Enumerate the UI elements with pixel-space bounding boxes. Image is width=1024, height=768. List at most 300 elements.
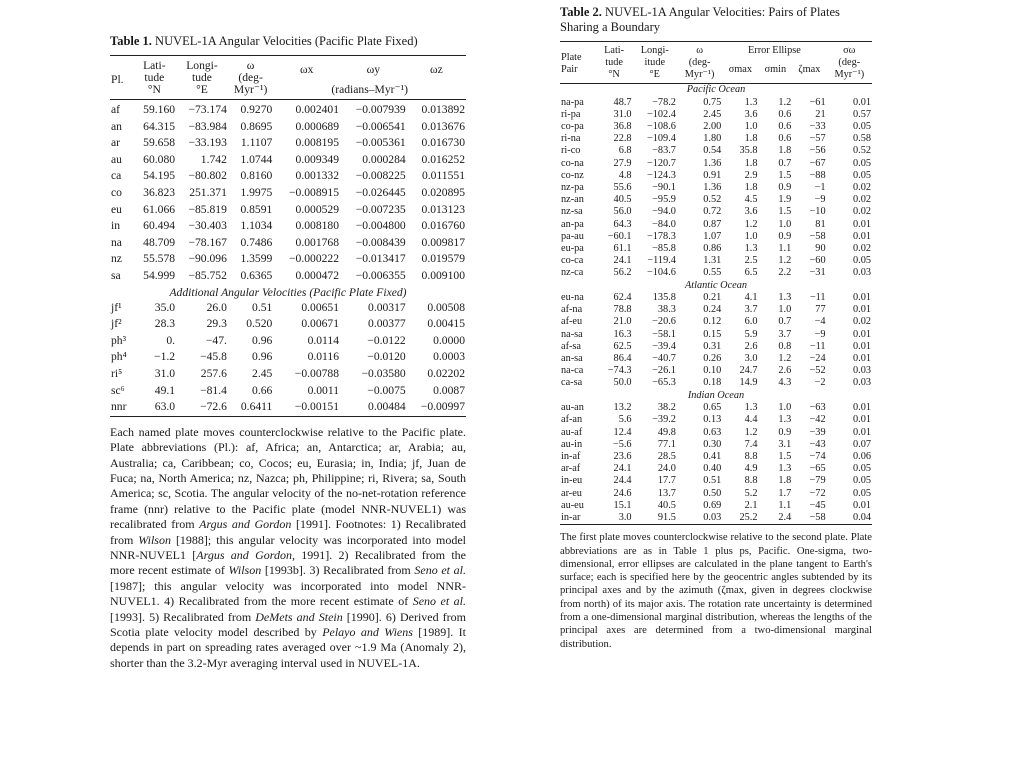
omega-cell: 1.1034: [240, 219, 273, 233]
table-row: [560, 206, 872, 218]
sigma-omega-cell: 0.02: [852, 194, 871, 206]
zeta-max-cell: −56: [809, 145, 826, 157]
table-1-label: Table 1.: [110, 34, 152, 48]
wy-cell: −0.0120: [367, 350, 406, 364]
zeta-max-cell: −9: [814, 328, 826, 340]
plate-pair-cell: af-na: [561, 304, 583, 316]
latitude-cell: 4.8: [618, 169, 632, 181]
col-header-longitude-1: Longi-: [640, 45, 669, 56]
omega-cell: 1.36: [703, 157, 722, 169]
table-row: [110, 399, 466, 416]
longitude-cell: 40.5: [657, 499, 676, 511]
table-2: [560, 41, 872, 525]
table-1-title: NUVEL-1A Angular Velocities (Pacific Plate Fixed): [155, 34, 418, 48]
table-row: [560, 243, 872, 255]
table-row: [560, 329, 872, 341]
sigma-max-cell: 8.8: [744, 450, 758, 462]
latitude-cell: 55.6: [613, 181, 632, 193]
omega-cell: 0.96: [252, 333, 273, 347]
omega-cell: 0.9270: [240, 103, 273, 116]
zeta-max-cell: −58: [809, 512, 826, 523]
table-2-body: [560, 84, 872, 525]
omega-cell: 0.52: [703, 194, 722, 206]
longitude-cell: −124.3: [646, 169, 676, 181]
col-header-omega-3: Myr⁻¹): [684, 69, 715, 80]
sigma-omega-cell: 0.01: [852, 353, 871, 365]
wx-cell: 0.00651: [301, 300, 340, 314]
sigma-max-cell: 1.3: [744, 402, 758, 414]
table-row: [110, 135, 466, 152]
omega-cell: 0.10: [703, 365, 722, 377]
omega-cell: 0.54: [703, 145, 722, 157]
col-header-longitude-1: Longi-: [186, 59, 218, 72]
table-row: [110, 185, 466, 202]
latitude-cell: 64.3: [613, 218, 632, 230]
omega-cell: 0.7486: [240, 235, 273, 249]
omega-cell: 0.8591: [240, 202, 273, 216]
plate-pair-cell: an-sa: [561, 353, 583, 365]
omega-cell: 1.1107: [240, 136, 273, 150]
sigma-max-cell: 1.8: [744, 157, 758, 169]
sigma-min-cell: 1.2: [778, 96, 792, 108]
omega-cell: 0.6411: [240, 400, 273, 414]
notes-citation: Seno et al.: [414, 563, 466, 578]
wy-cell: 0.00317: [368, 300, 406, 314]
sigma-min-cell: 1.0: [778, 304, 792, 316]
wz-cell: 0.009100: [421, 268, 465, 282]
zeta-max-cell: −79: [809, 475, 826, 487]
wx-cell: 0.00671: [301, 317, 340, 331]
zeta-max-cell: −4: [814, 316, 826, 328]
latitude-cell: 36.823: [143, 185, 176, 199]
latitude-cell: −5.6: [612, 438, 632, 450]
zeta-max-cell: −11: [809, 292, 826, 304]
sigma-omega-cell: 0.07: [852, 438, 871, 450]
latitude-cell: 3.0: [618, 512, 632, 523]
zeta-max-cell: −57: [809, 133, 826, 145]
table-row: [110, 300, 466, 317]
col-header-plate: Pl.: [111, 72, 124, 86]
plate-pair-cell: ri-na: [561, 133, 581, 145]
omega-cell: 0.31: [703, 340, 722, 352]
notes-citation: Wilson: [138, 532, 171, 547]
sigma-omega-cell: 0.01: [852, 230, 871, 242]
plate-pair-cell: pa-au: [561, 230, 584, 242]
latitude-cell: 24.4: [613, 475, 632, 487]
ocean-section-header: [560, 84, 872, 97]
plate-pair-cell: af-sa: [561, 340, 582, 352]
longitude-cell: 49.8: [657, 426, 676, 438]
latitude-cell: 78.8: [613, 304, 632, 316]
zeta-max-cell: 90: [815, 242, 826, 254]
notes-text: [1993]. 5) Recalibrated from: [110, 609, 256, 624]
sigma-min-cell: 1.0: [778, 218, 792, 230]
plate-cell: ri⁵: [111, 366, 123, 380]
table-row: [560, 488, 872, 500]
sigma-min-cell: 1.3: [778, 463, 792, 475]
wy-cell: −0.006541: [355, 119, 406, 133]
wy-cell: −0.008225: [355, 169, 406, 183]
wz-cell: 0.013123: [421, 202, 465, 216]
latitude-cell: 61.066: [143, 202, 176, 216]
col-header-omega-1: ω: [246, 59, 255, 72]
omega-cell: 0.12: [703, 316, 722, 328]
wy-cell: −0.0075: [367, 383, 406, 397]
sigma-max-cell: 5.9: [744, 328, 758, 340]
wz-cell: 0.0000: [433, 333, 465, 347]
omega-cell: 1.07: [703, 230, 722, 242]
zeta-max-cell: −1: [814, 181, 826, 193]
latitude-cell: 56.0: [613, 206, 632, 218]
table-row: [560, 500, 872, 512]
zeta-max-cell: −11: [809, 340, 826, 352]
wy-cell: −0.0122: [367, 333, 406, 347]
col-header-longitude-3: °E: [196, 83, 208, 96]
wy-cell: −0.004800: [355, 219, 406, 233]
latitude-cell: 62.5: [613, 340, 632, 352]
omega-cell: 1.36: [703, 181, 722, 193]
latitude-cell: 24.1: [613, 463, 632, 475]
table-row: [560, 231, 872, 243]
table-row: [560, 109, 872, 121]
table-row: [110, 119, 466, 136]
sigma-max-cell: 1.2: [744, 218, 758, 230]
sigma-min-cell: 0.9: [778, 181, 792, 193]
zeta-max-cell: −42: [809, 414, 826, 426]
longitude-cell: −72.6: [200, 400, 227, 414]
omega-cell: 1.80: [703, 133, 722, 145]
table-2-notes: The first plate moves counterclockwise relative to the second plate. Plate abbreviations are as in Table 1 plus ps, Pacific. One-sigma, two-dimensional, error ellipses are calculated in the plane tangent to Earth's surface; each is specified here by the geocentric angles subtended by its principal axes and by the azimuth (ζmax, given in degrees clockwise from north) of its major axis. The rotation rate uncertainty is determined from a one-dimensional marginal distribution, whereas the lengths of the principal axes are determined from a two-dimensional marginal distribution.: [560, 532, 872, 650]
plate-pair-cell: in-ar: [561, 512, 581, 523]
omega-cell: 1.0744: [240, 152, 273, 166]
sigma-max-cell: 3.0: [744, 353, 758, 365]
longitude-cell: −58.1: [652, 328, 676, 340]
longitude-cell: −85.819: [188, 202, 227, 216]
longitude-cell: −178.3: [646, 230, 676, 242]
latitude-cell: 24.1: [613, 255, 632, 267]
wx-cell: 0.000529: [295, 202, 340, 216]
omega-cell: 0.21: [703, 292, 722, 304]
table-row: [110, 383, 466, 400]
sigma-max-cell: 1.8: [744, 133, 758, 145]
latitude-cell: 31.0: [613, 108, 632, 120]
wz-cell: 0.020895: [421, 185, 465, 199]
plate-cell: ca: [111, 169, 122, 183]
latitude-cell: 49.1: [154, 383, 176, 397]
longitude-cell: −80.802: [188, 169, 227, 183]
wy-cell: −0.026445: [355, 185, 406, 199]
section-title: Atlantic Ocean: [684, 279, 748, 291]
wy-cell: 0.000284: [362, 152, 406, 166]
zeta-max-cell: −45: [809, 499, 826, 511]
table-row: [560, 377, 872, 389]
col-header-longitude-2: itude: [644, 57, 666, 68]
plate-pair-cell: eu-na: [561, 292, 584, 304]
sigma-omega-cell: 0.05: [852, 157, 871, 169]
omega-cell: 0.63: [703, 426, 722, 438]
plate-cell: nnr: [111, 400, 127, 414]
notes-citation: Pelayo and Wiens: [322, 624, 413, 639]
sigma-max-cell: 2.6: [744, 340, 758, 352]
omega-cell: 1.31: [703, 255, 722, 267]
sigma-min-cell: 1.8: [778, 145, 792, 157]
col-header-zeta-max: ζmax: [798, 64, 821, 75]
longitude-cell: −85.752: [188, 268, 227, 282]
sigma-omega-cell: 0.03: [852, 365, 871, 377]
sigma-min-cell: 4.3: [778, 377, 792, 389]
sigma-min-cell: 0.9: [778, 426, 792, 438]
omega-cell: 0.30: [703, 438, 722, 450]
sigma-omega-cell: 0.01: [852, 328, 871, 340]
plate-cell: an: [111, 119, 122, 133]
wz-cell: 0.013676: [421, 119, 465, 133]
sigma-min-cell: 1.8: [778, 475, 792, 487]
table-1-body: [110, 100, 466, 417]
sigma-max-cell: 1.2: [744, 426, 758, 438]
longitude-cell: −94.0: [652, 206, 676, 218]
sigma-omega-cell: 0.58: [852, 133, 871, 145]
sigma-omega-cell: 0.05: [852, 255, 871, 267]
plate-pair-cell: nz-sa: [561, 206, 583, 218]
table-row: [560, 292, 872, 304]
latitude-cell: 60.080: [143, 152, 176, 166]
col-header-latitude-2: tude: [144, 71, 165, 84]
latitude-cell: −74.3: [607, 365, 632, 377]
latitude-cell: 50.0: [613, 377, 632, 389]
wz-cell: 0.019579: [421, 252, 465, 266]
notes-text: [1989]. It depends in part on spreading rates averaged over ~1.9 Ma (Anomaly 2), shorter than the 3.2-Myr averaging interval used in NUVEL-1A.: [110, 624, 466, 670]
zeta-max-cell: −52: [809, 365, 826, 377]
wy-cell: −0.006355: [355, 268, 406, 282]
sigma-max-cell: 2.1: [744, 499, 758, 511]
col-header-plate-pair-1: Plate: [561, 52, 582, 63]
sigma-omega-cell: 0.52: [852, 145, 871, 157]
wy-cell: −0.008439: [355, 235, 406, 249]
plate-cell: na: [111, 235, 122, 249]
plate-cell: ph⁴: [111, 350, 127, 364]
sigma-omega-cell: 0.03: [852, 267, 871, 279]
table-row: [560, 267, 872, 279]
col-header-units: (radians–Myr⁻¹): [331, 83, 408, 96]
zeta-max-cell: −61: [809, 96, 826, 108]
sigma-min-cell: 1.5: [778, 206, 792, 218]
wy-cell: −0.013417: [355, 252, 406, 266]
latitude-cell: −1.2: [154, 350, 176, 364]
wz-cell: 0.0003: [433, 350, 465, 364]
omega-cell: 0.65: [703, 402, 722, 414]
plate-cell: sc⁶: [111, 383, 125, 397]
table-row: [110, 316, 466, 333]
latitude-cell: 35.0: [154, 300, 176, 314]
longitude-cell: −119.4: [647, 255, 676, 267]
sigma-max-cell: 1.0: [744, 230, 758, 242]
table-row: [110, 349, 466, 366]
col-header-error-ellipse: Error Ellipse: [747, 45, 801, 56]
sigma-max-cell: 4.5: [744, 194, 758, 206]
sigma-omega-cell: 0.02: [852, 316, 871, 328]
table-row: [560, 158, 872, 170]
sigma-max-cell: 3.6: [744, 206, 758, 218]
zeta-max-cell: −67: [809, 157, 826, 169]
sigma-min-cell: 1.5: [778, 169, 792, 181]
table-row: [560, 194, 872, 206]
latitude-cell: −60.1: [607, 230, 632, 242]
sigma-min-cell: 1.3: [778, 414, 792, 426]
table-row: [560, 145, 872, 157]
plate-pair-cell: ri-pa: [561, 108, 581, 120]
sigma-min-cell: 1.2: [778, 353, 792, 365]
sigma-max-cell: 24.7: [739, 365, 758, 377]
sigma-max-cell: 3.7: [744, 304, 758, 316]
table-row: [560, 97, 872, 109]
latitude-cell: 22.8: [613, 133, 632, 145]
sigma-min-cell: 2.2: [778, 267, 792, 279]
table-row: [560, 341, 872, 353]
omega-cell: 0.86: [703, 242, 722, 254]
omega-cell: 0.87: [703, 218, 722, 230]
omega-cell: 2.00: [703, 120, 722, 132]
omega-cell: 0.69: [703, 499, 722, 511]
longitude-cell: 28.5: [657, 450, 676, 462]
sigma-omega-cell: 0.05: [852, 475, 871, 487]
table-row: [110, 218, 466, 235]
plate-cell: in: [111, 219, 121, 233]
longitude-cell: −102.4: [646, 108, 676, 120]
longitude-cell: −90.1: [652, 181, 676, 193]
table-row: [110, 268, 466, 285]
table-1-caption: [110, 34, 466, 49]
sigma-max-cell: 1.0: [744, 120, 758, 132]
sigma-max-cell: 35.8: [739, 145, 758, 157]
sigma-max-cell: 6.0: [744, 316, 758, 328]
notes-text: [1988]; this angular velocity was incorporated into model NNR-NUVEL1 [: [110, 532, 466, 562]
wz-cell: 0.016252: [421, 152, 465, 166]
wz-cell: 0.016730: [421, 136, 465, 150]
wz-cell: 0.009817: [421, 235, 465, 249]
sigma-max-cell: 4.9: [744, 463, 758, 475]
longitude-cell: −20.6: [652, 316, 676, 328]
zeta-max-cell: −43: [809, 438, 826, 450]
wx-cell: 0.0114: [307, 333, 340, 347]
table-row: [110, 202, 466, 219]
sigma-omega-cell: 0.05: [852, 120, 871, 132]
col-header-longitude-3: °E: [649, 69, 660, 80]
plate-cell: jf²: [111, 317, 122, 331]
plate-pair-cell: co-ca: [561, 255, 584, 267]
wx-cell: 0.009349: [295, 152, 340, 166]
zeta-max-cell: −31: [809, 267, 826, 279]
longitude-cell: 91.5: [657, 512, 676, 523]
plate-pair-cell: af-an: [561, 414, 583, 426]
notes-citation: DeMets and Stein: [255, 609, 343, 624]
longitude-cell: 38.3: [657, 304, 676, 316]
wx-cell: 0.000472: [295, 268, 340, 282]
latitude-cell: 28.3: [154, 317, 176, 331]
omega-cell: 0.41: [703, 450, 722, 462]
col-header-wy: ωy: [366, 63, 381, 76]
latitude-cell: 62.4: [613, 292, 632, 304]
col-header-sigma-min: σmin: [764, 64, 787, 75]
latitude-cell: 21.0: [613, 316, 632, 328]
plate-pair-cell: nz-an: [561, 194, 584, 206]
sigma-min-cell: 1.1: [778, 499, 792, 511]
latitude-cell: 86.4: [613, 353, 632, 365]
wx-cell: −0.00788: [294, 366, 340, 380]
zeta-max-cell: −39: [809, 426, 826, 438]
plate-cell: co: [111, 185, 122, 199]
longitude-cell: 29.3: [206, 317, 227, 331]
table-row: [110, 152, 466, 169]
plate-pair-cell: au-af: [561, 426, 583, 438]
longitude-cell: 1.742: [200, 152, 227, 166]
sigma-max-cell: 2.9: [744, 169, 758, 181]
col-header-sigma-max: σmax: [728, 64, 753, 75]
latitude-cell: 61.1: [613, 242, 632, 254]
plate-pair-cell: au-an: [561, 402, 584, 414]
plate-pair-cell: ri-co: [561, 145, 581, 157]
omega-cell: 0.75: [703, 96, 722, 108]
table-row: [560, 414, 872, 426]
sigma-max-cell: 4.4: [744, 414, 758, 426]
notes-text: 1991]. 2) Recalibrated from the more recent estimate of: [110, 547, 466, 578]
plate-pair-cell: an-pa: [561, 218, 584, 230]
col-header-sigma-omega-2: (deg-: [838, 57, 861, 68]
omega-cell: 0.51: [252, 300, 273, 314]
zeta-max-cell: 81: [815, 218, 826, 230]
plate-cell: af: [111, 103, 121, 116]
longitude-cell: −90.096: [188, 252, 227, 266]
longitude-cell: 26.0: [206, 300, 227, 314]
zeta-max-cell: −72: [809, 487, 826, 499]
longitude-cell: −83.984: [188, 119, 227, 133]
table-2-panel: [560, 5, 872, 651]
col-header-omega-1: ω: [696, 45, 703, 56]
sigma-max-cell: 1.8: [744, 181, 758, 193]
wx-cell: 0.0116: [307, 350, 340, 364]
sigma-omega-cell: 0.02: [852, 242, 871, 254]
section-title: Indian Ocean: [687, 389, 745, 401]
sigma-min-cell: 1.1: [778, 242, 792, 254]
col-header-latitude-1: Lati-: [604, 45, 625, 56]
longitude-cell: −109.4: [646, 133, 676, 145]
plate-pair-cell: co-pa: [561, 120, 584, 132]
sigma-max-cell: 25.2: [739, 512, 758, 523]
sigma-omega-cell: 0.01: [852, 499, 871, 511]
sigma-min-cell: 0.6: [778, 120, 792, 132]
wz-cell: 0.00508: [427, 300, 465, 314]
zeta-max-cell: −33: [809, 120, 826, 132]
plate-pair-cell: co-na: [561, 157, 584, 169]
table-row: [560, 170, 872, 182]
zeta-max-cell: −24: [809, 353, 826, 365]
col-header-latitude-2: tude: [605, 57, 623, 68]
plate-pair-cell: ar-af: [561, 463, 581, 475]
sigma-max-cell: 5.2: [744, 487, 758, 499]
wz-cell: 0.00415: [427, 317, 465, 331]
longitude-cell: −40.7: [652, 353, 676, 365]
latitude-cell: 36.8: [613, 120, 632, 132]
zeta-max-cell: −88: [809, 169, 826, 181]
sigma-max-cell: 1.3: [744, 96, 758, 108]
sigma-omega-cell: 0.01: [852, 96, 871, 108]
omega-cell: 1.3599: [240, 252, 273, 266]
plate-cell: ar: [111, 136, 121, 150]
table-row: [110, 168, 466, 185]
notes-text: [1990]. 6) Derived from Scotia plate velocity model described by: [110, 609, 467, 639]
omega-cell: 0.520: [246, 317, 273, 331]
plate-pair-cell: eu-pa: [561, 242, 584, 254]
plate-pair-cell: af-eu: [561, 316, 583, 328]
